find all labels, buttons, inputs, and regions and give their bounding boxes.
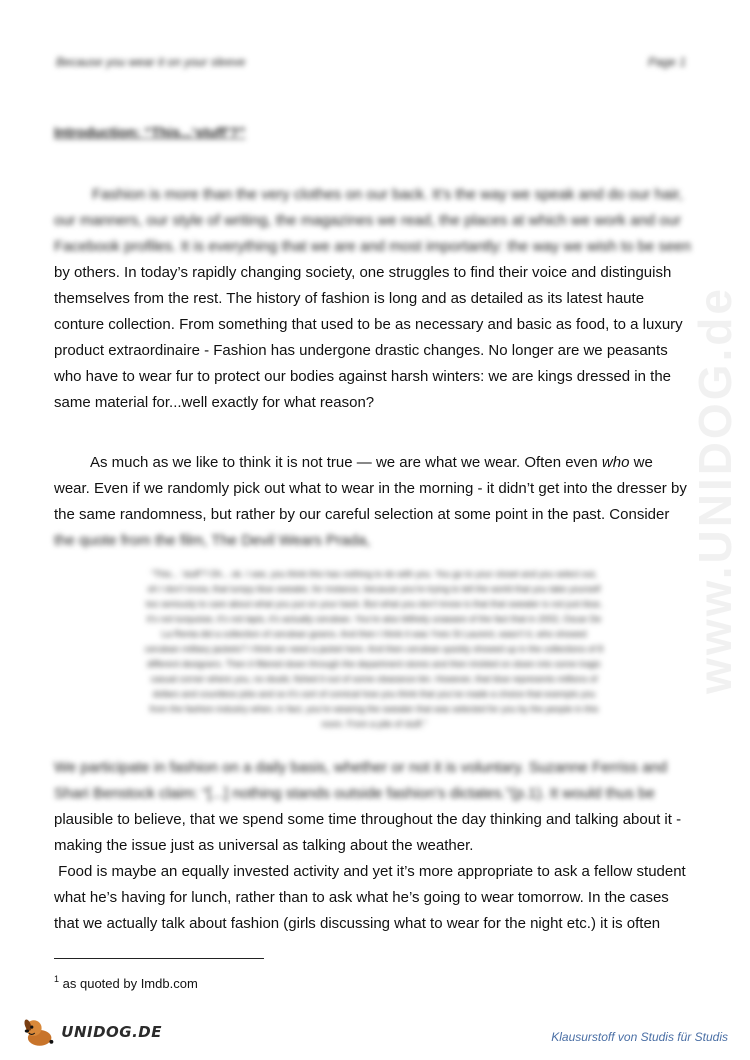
paragraph-line: themselves from the rest. The history of fashion is long and as detailed as its latest haute (54, 290, 645, 307)
paragraph-line: product extraordinaire - Fashion has undergone drastic changes. No longer are we peasants (54, 342, 668, 359)
paragraph-line: by others. In today’s rapidly changing society, one struggles to find their voice and distinguish (54, 264, 672, 281)
footnote (54, 974, 198, 991)
quote-line: oh I don’t know, that lumpy blue sweater, for instance, because you’re trying to tell the world that you take yourself (147, 584, 601, 594)
quote-line: “This... ‘stuff’? Oh... ok. I see, you think this has nothing to do with you. You go to your closet and you select out, (151, 569, 597, 579)
footnote-separator (54, 958, 264, 959)
quote-line: dollars and countless jobs and so it’s sort of comical how you think that you’ve made a choice that exempts you (152, 689, 596, 699)
emphasis-who: who (601, 454, 630, 471)
paragraph-line: Food is maybe an equally invested activity and yet it’s more appropriate to ask a fellow student (54, 863, 686, 880)
paragraph-line: Fashion is more than the very clothes on our back. It’s the way we speak and do our hair, (92, 186, 683, 203)
quote-line: casual corner where you, no doubt, fished it out of some clearance bin. However, that blue represents millions of (150, 674, 598, 684)
paragraph-line: same material for...well exactly for what reason? (54, 394, 375, 411)
paragraph-line: what he’s having for lunch, rather than to ask what he’s going to wear tomorrow. In the cases (54, 889, 669, 906)
quote-line: room. From a pile of stuff.” (321, 719, 427, 729)
quote-line: cerulean military jackets? I think we need a jacket here. And then cerulean quickly showed up in the collections of 8 (144, 644, 604, 654)
section-heading: Introduction: “This...‘stuff’?” (54, 124, 246, 140)
paragraph-line: the quote from the film, The Devil Wears Prada, (54, 532, 371, 549)
paragraph-line: plausible to believe, that we spend some time throughout the day thinking and talking about it - (54, 811, 682, 828)
paragraph-line: the same randomness, but rather by our careful selection at some point in the past. Consider (54, 506, 670, 523)
paragraph-line: As much as we like to think it is not true — we are what we wear. Often even who we (90, 454, 653, 471)
running-header-title: Because you wear it on your sleeve (56, 55, 246, 69)
quote-line: different designers. Then it filtered down through the department stores and then trickled on down into some tragic (147, 659, 601, 669)
quote-line: too seriously to care about what you put on your back. But what you don’t know is that that sweater is not just blue, (145, 599, 603, 609)
dog-icon (22, 1016, 57, 1048)
footnote-number: 1 (54, 974, 60, 984)
unidog-logo (22, 1015, 162, 1049)
paragraph-line: that we actually talk about fashion (girls discussing what to wear for the night etc.) it is often (54, 915, 661, 932)
footnote-text: as quoted by Imdb.com (62, 976, 198, 991)
paragraph-line: conture collection. From something that used to be as necessary and basic as food, to a luxury (54, 316, 683, 333)
paragraph-line: Shari Benstock claim: “[...] nothing stands outside fashion’s dictates.”(p.1). It would thus be (54, 785, 655, 802)
watermark: www.UNIDOG.de (689, 286, 742, 694)
footer-slogan: Klausurstoff von Studis für Studis (551, 1030, 728, 1044)
logo-text: UNIDOG.DE (61, 1023, 162, 1041)
quote-line: La Renta did a collection of cerulean gowns. And then I think it was Yves St Laurent, wasn’t it, who showed (161, 629, 587, 639)
paragraph-line: who have to wear fur to protect our bodies against harsh winters: we are kings dressed in the (54, 368, 671, 385)
quote-line: from the fashion industry when, in fact, you’re wearing the sweater that was selected for you by the people in this (149, 704, 599, 714)
paragraph-line: wear. Even if we randomly pick out what to wear in the morning - it didn’t get into the dresser by (54, 480, 687, 497)
paragraph-line: We participate in fashion on a daily basis, whether or not it is voluntary. Suzanne Ferriss and (54, 759, 668, 776)
paragraph-line: our manners, our style of writing, the magazines we read, the places at which we work and our (54, 212, 681, 229)
paragraph-line: Facebook profiles. It is everything that we are and most importantly: the way we wish to be seen (54, 238, 691, 255)
paragraph-line: making the issue just as universal as talking about the weather. (54, 837, 474, 854)
page-number: Page 1 (647, 55, 686, 69)
quote-line: it’s not turquoise, it’s not lapis, it’s actually cerulean. You’re also blithely unaware of the fact that in 2002, Oscar De (146, 614, 602, 624)
